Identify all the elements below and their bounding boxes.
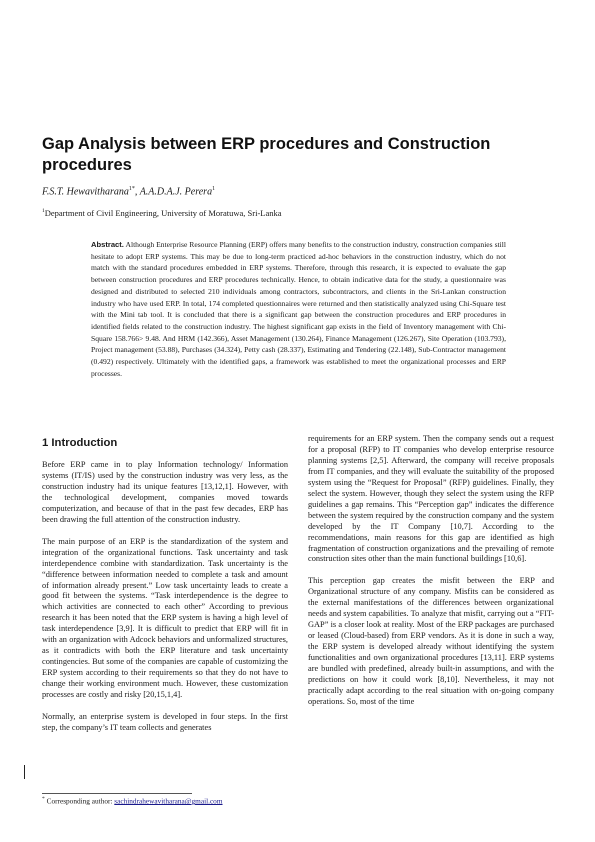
abstract	[91, 239, 506, 379]
author-list	[42, 186, 215, 197]
body-paragraph: This perception gap creates the misfit between the ERP and Organizational structure of any company. Misfits can be considered as the external manifestations of the differences between organizational needs and system capabilities. To analyze that misfit, carrying out a “FIT-GAP” is a closer look at reality. Most of the ERP packages are purchased or leased (Cloud-based) from ERP vendors. As it is done in such a way, the ERP system is developed already without identifying the system functionalities and own organizational procedures [13,11]. ERP systems are bundled with predefined, already built-in assumptions, and with the predictions on how it could work [8,10]. Nevertheless, it may not practically adapt according to the real situation with on-going company operations. So, most of the time	[308, 576, 554, 706]
author-separator: ,	[134, 186, 140, 198]
abstract-label: Abstract.	[91, 240, 124, 249]
affiliation-text: Department of Civil Engineering, University of Moratuwa, Sri-Lanka	[44, 208, 282, 218]
body-paragraph: Normally, an enterprise system is developed in four steps. In the first step, the company’s IT team collects and generates	[42, 712, 288, 732]
right-column	[308, 434, 554, 719]
author-affiliation-mark: 1*	[128, 186, 135, 192]
margin-change-bar	[24, 765, 25, 779]
author-name: A.A.D.A.J. Perera	[139, 186, 213, 198]
author-affiliation-mark: 1	[212, 186, 216, 192]
left-column	[42, 436, 288, 745]
body-paragraph: requirements for an ERP system. Then the company sends out a request for a proposal (RFP) to IT companies who develop enterprise resource planning systems [2,5]. Afterward, the company will receive proposals from IT companies, and they will evaluate the suitability of the proposed system using the “Request for Proposal” (RFP) guidelines. Finally, they select the system. However, though they select the system using the RFP guidelines a gap remains. This “Perception gap” indicates the difference between the system required by the construction company and the system developed by the IT Company [10,7]. According to the recommendations, main reasons for this gap are identified as high fragmentation of construction organizations and the prevailing of remote construction sites other than the main functional buildings [10,6].	[308, 434, 554, 564]
footnote-label: Corresponding author:	[46, 796, 115, 806]
affiliation-mark: 1	[42, 208, 45, 215]
section-heading: 1 Introduction	[42, 437, 118, 449]
author-name: F.S.T. Hewavitharana	[42, 186, 129, 198]
footnote-divider	[42, 793, 192, 794]
paper-title: Gap Analysis between ERP procedures and Construction procedures	[42, 135, 491, 174]
body-paragraph: Before ERP came in to play Information technology/ Information systems (IT/IS) used by the construction industry was very less, as the construction industry had its unique features [13,12,1]. However, with the technological development, companies moved towards computerization, and because of that in the past few decades, ERP has been drawing the full attention of the construction industry.	[42, 460, 288, 524]
abstract-text: Although Enterprise Resource Planning (ERP) offers many benefits to the construction industry, construction companies still hesitate to adopt ERP systems. This may be due to long-term practiced ad-hoc behaviors in the construction industry, which do not match with the standard procedures embedded in ERP systems. Therefore, through this research, it is expected to evaluate the gap between construction procedures and ERP procedures technically. Hence, to obtain indicative data for the study, a questionnaire was designed and distributed to selected 210 individuals among contractors, subcontractors, and clients in the Sri-Lankan construction industry who have used ERP. In total, 174 completed questionnaires were returned and then statistically analyzed using Chi-Square test with the Mini tab tool. It is concluded that there is a significant gap between the construction procedures and ERP procedures in identified fields related to the construction industry. The highest significant gap exists in the field of Inventory management with Chi-Square 158.766> 9.48. And HRM (142.366), Asset Management (130.264), Finance Management (126.267), Site Operation (103.793), Project management (53.88), Purchases (34.324), Petty cash (28.337), Estimating and Tendering (22.148), Sub-Contractor management (0.492) respectively. Ultimately with the identified gaps, a framework was established to meet the organizational processes and ERP processes.	[91, 240, 506, 378]
footnote-mark: *	[42, 796, 45, 802]
body-paragraph: The main purpose of an ERP is the standardization of the system and integration of the organizational functions. Task uncertainty and task interdependence combine with standardization. Task uncertainty is the “difference between information needed to complete a task and amount of information already present.” Low task uncertainty leads to create a good fit between the systems. “Task interdependence is the degree to which activities are connected to each other” According to previous research it has been noted that the ERP system is having a high level of task interdependence [3,9]. It is difficult to predict that ERP will fit in with an organization with Adcock behaviors and unformalized structures, as it contradicts with both the ERP literature and task uncertainty contingencies. But some of the companies are capable of customizing the ERP system according to their requirements so that they do not have to change their working environment much. However, these customization processes are costly and risky [20,15,1,4].	[42, 536, 288, 700]
corresponding-email-link[interactable]: sachindrahewavitharana@gmail.com	[114, 796, 223, 806]
footnote	[42, 796, 223, 805]
affiliation	[42, 208, 282, 218]
